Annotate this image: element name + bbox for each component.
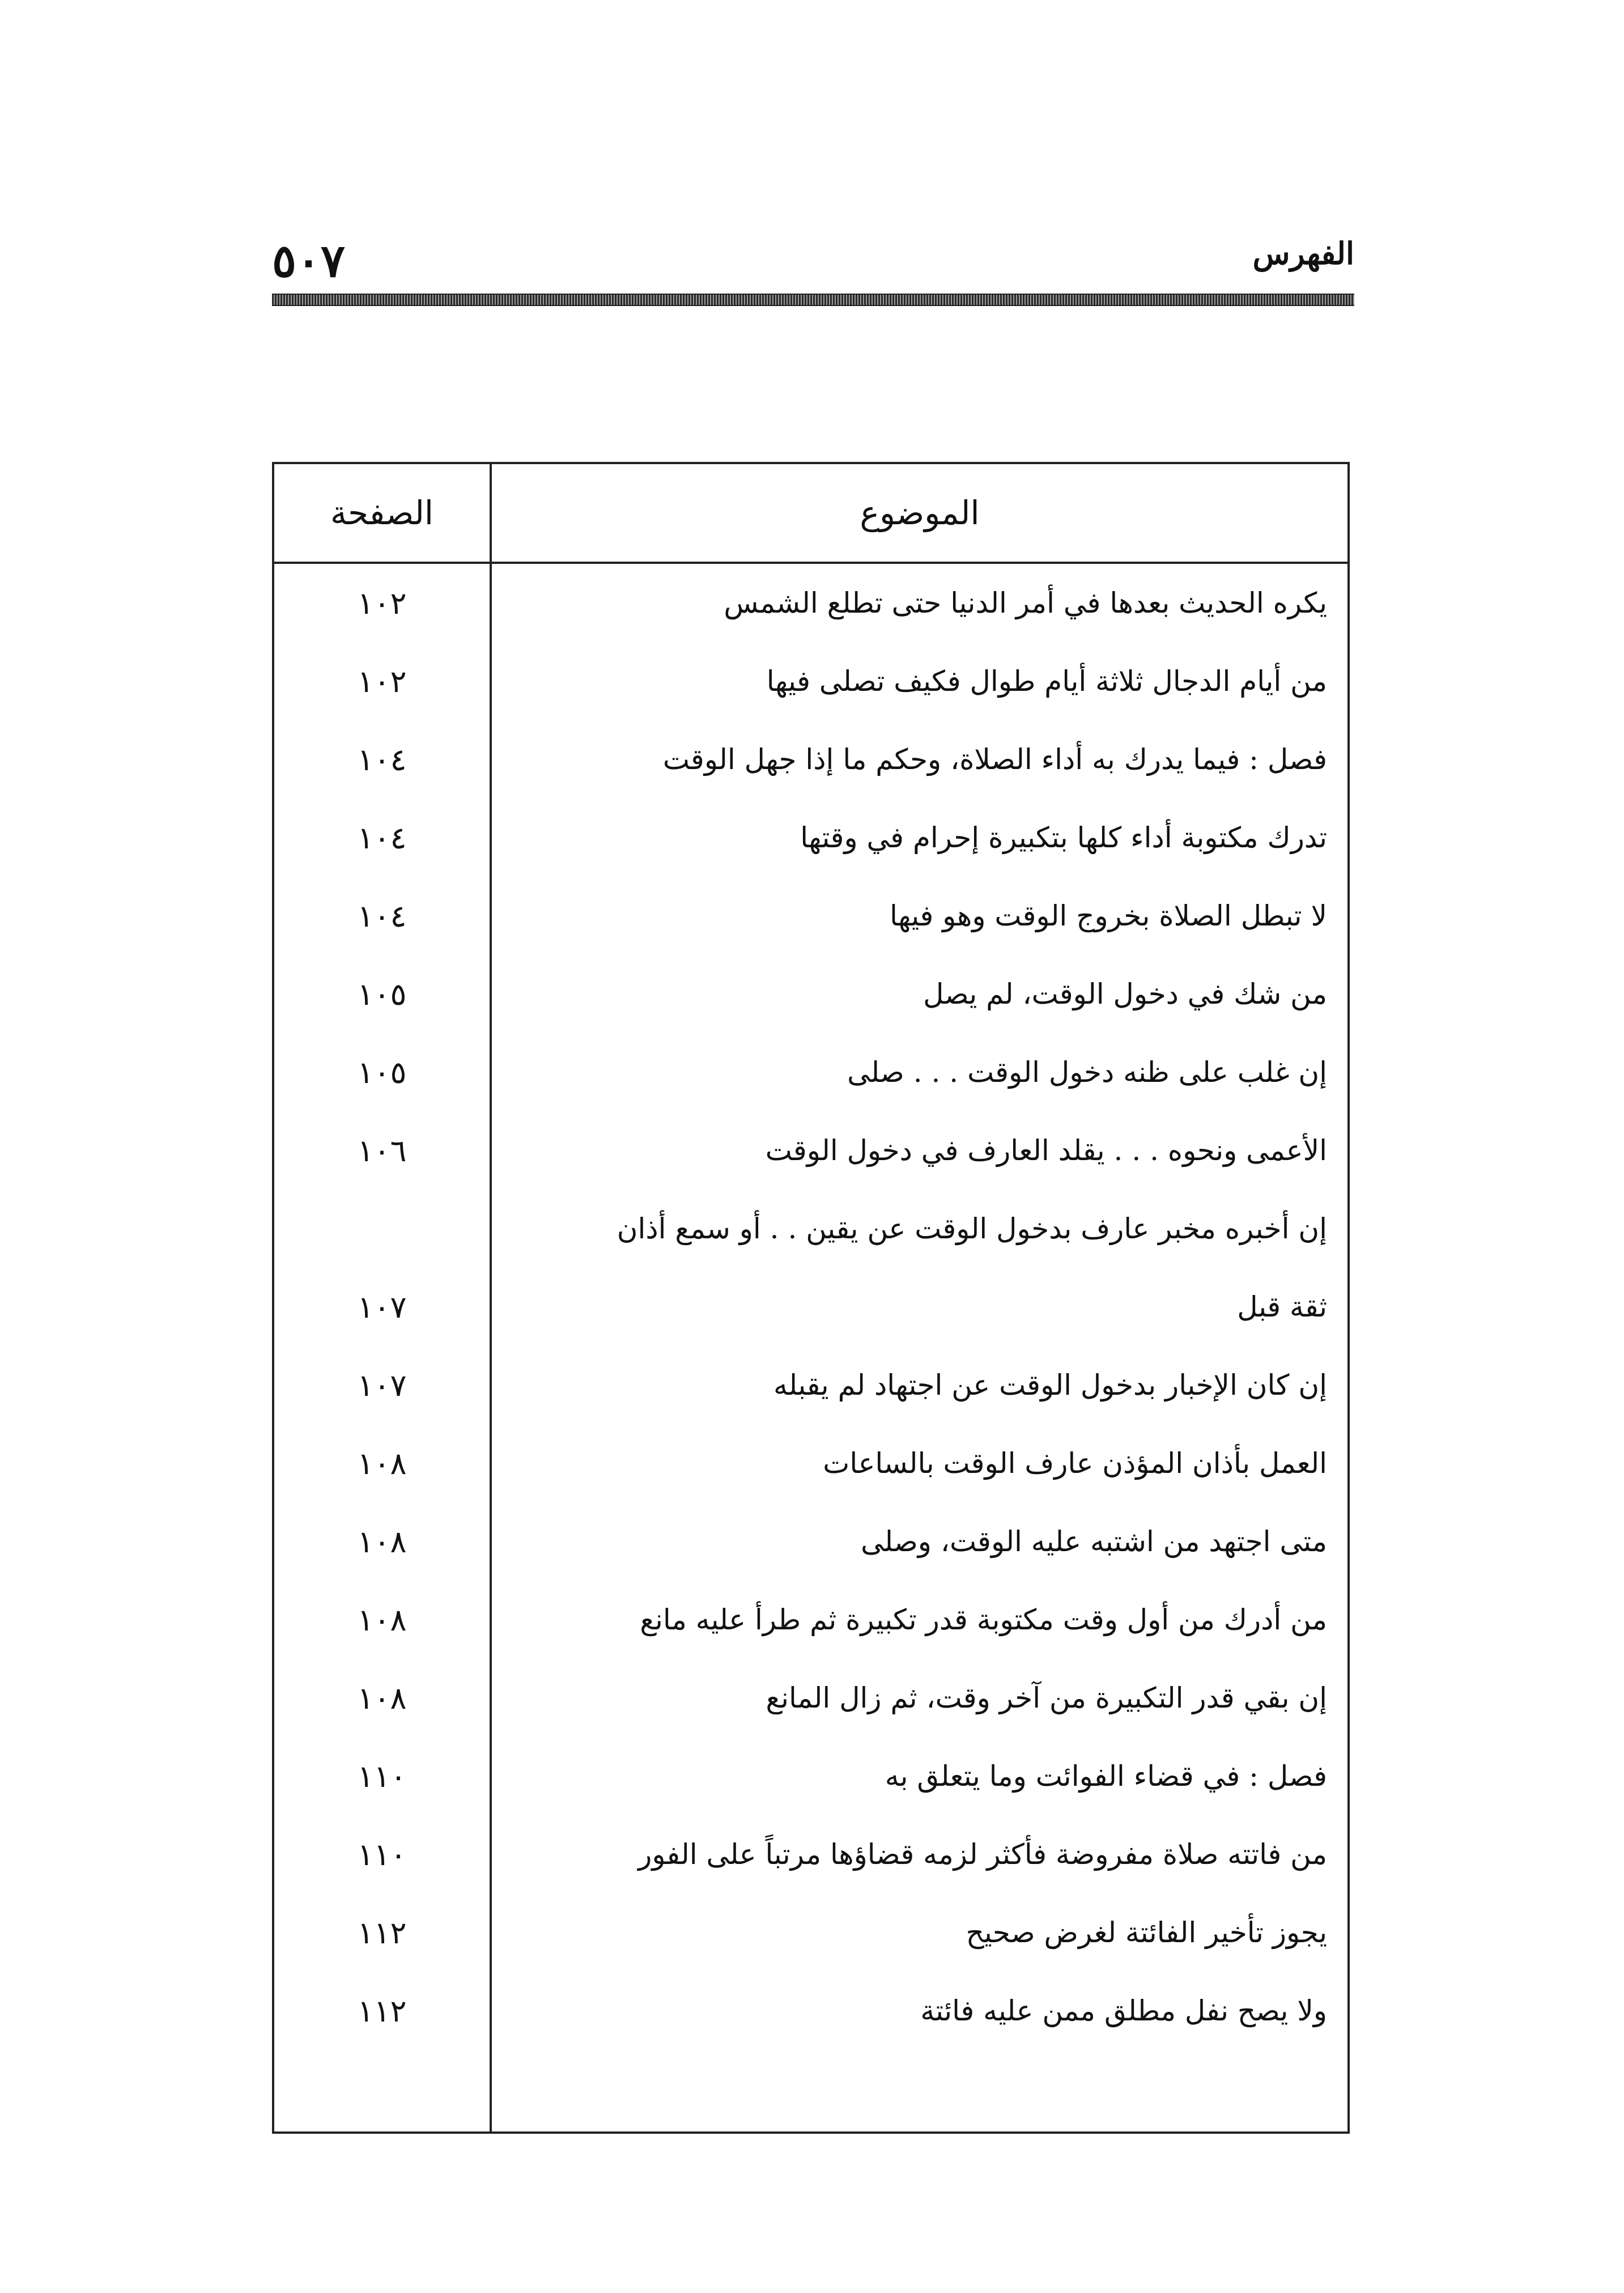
entry-topic bbox=[518, 955, 1327, 1033]
entry-topic bbox=[518, 1893, 1327, 1972]
entry-topic-text: إن كان الإخبار بدخول الوقت عن اجتهاد لم يقبله bbox=[773, 1369, 1327, 1402]
entry-topic bbox=[518, 1268, 1327, 1346]
column-header-topic: الموضوع bbox=[860, 494, 980, 532]
entry-page-number: ١١٢ bbox=[357, 1993, 407, 2029]
entry-page-number: ١٠٨ bbox=[357, 1680, 407, 1716]
entry-topic bbox=[518, 1346, 1327, 1424]
entry-topic-text: ثقة قبل bbox=[1237, 1290, 1327, 1323]
table-row bbox=[274, 642, 1347, 720]
entry-page-number: ١٠٤ bbox=[357, 741, 407, 778]
table-row bbox=[274, 1581, 1347, 1659]
entry-topic bbox=[518, 1424, 1327, 1502]
table-row bbox=[274, 1033, 1347, 1111]
entry-topic-text: إن بقي قدر التكبيرة من آخر وقت، ثم زال المانع bbox=[766, 1681, 1327, 1714]
entry-topic bbox=[518, 720, 1327, 799]
entry-page-number bbox=[274, 1190, 490, 1268]
entry-topic-text: من شك في دخول الوقت، لم يصل bbox=[923, 978, 1327, 1010]
entry-page-number: ١٠٤ bbox=[357, 898, 407, 934]
entry-page-number: ١٠٧ bbox=[357, 1367, 407, 1403]
entry-topic-text: متى اجتهد من اشتبه عليه الوقت، وصلى bbox=[861, 1525, 1327, 1558]
table-header-row bbox=[274, 464, 1347, 564]
table-row bbox=[274, 1424, 1347, 1502]
entry-topic-text: فصل : في قضاء الفوائت وما يتعلق به bbox=[885, 1760, 1327, 1793]
table-row bbox=[274, 877, 1347, 955]
entry-page-number: ١١٠ bbox=[357, 1758, 407, 1794]
table-row bbox=[274, 1502, 1347, 1581]
entry-topic-text: لا تبطل الصلاة بخروج الوقت وهو فيها bbox=[889, 899, 1327, 932]
table-row bbox=[274, 720, 1347, 799]
entry-topic-text: من أيام الدجال ثلاثة أيام طوال فكيف تصلى فيها bbox=[766, 665, 1327, 698]
index-table bbox=[272, 462, 1350, 2134]
entry-page-number: ١٠٧ bbox=[357, 1289, 407, 1325]
entry-topic-text: إن غلب على ظنه دخول الوقت . . . صلى bbox=[847, 1056, 1327, 1089]
entry-topic bbox=[518, 1111, 1327, 1190]
entry-topic bbox=[518, 799, 1327, 877]
entry-page-number: ١٠٢ bbox=[357, 585, 407, 621]
entry-topic bbox=[518, 1815, 1327, 1893]
entry-topic bbox=[518, 1190, 1327, 1268]
entry-topic-text: إن أخبره مخبر عارف بدخول الوقت عن يقين . . أو سمع أذان bbox=[617, 1212, 1327, 1245]
table-row bbox=[274, 1659, 1347, 1737]
entry-topic-text: يجوز تأخير الفائتة لغرض صحيح bbox=[966, 1916, 1327, 1949]
entry-topic-text: ولا يصح نفل مطلق ممن عليه فائتة bbox=[920, 1994, 1327, 2027]
entry-page-number: ١٠٨ bbox=[357, 1602, 407, 1638]
entry-page-number: ١٠٥ bbox=[357, 976, 407, 1012]
entry-topic-text: الأعمى ونحوه . . . يقلد العارف في دخول الوقت bbox=[765, 1134, 1327, 1167]
entry-page-number: ١١٢ bbox=[357, 1914, 407, 1951]
table-row bbox=[274, 1268, 1347, 1346]
table-row bbox=[274, 1893, 1347, 1972]
entry-page-number: ١٠٢ bbox=[357, 663, 407, 699]
entry-topic-text: من أدرك من أول وقت مكتوبة قدر تكبيرة ثم طرأ عليه مانع bbox=[640, 1603, 1327, 1636]
header-rule bbox=[272, 294, 1354, 306]
table-row bbox=[274, 1972, 1347, 2050]
section-title: الفهرس bbox=[1252, 235, 1354, 271]
running-header bbox=[272, 232, 1354, 317]
entry-page-number: ١٠٥ bbox=[357, 1054, 407, 1090]
page-number: ٥٠٧ bbox=[272, 234, 345, 287]
entry-topic bbox=[518, 1972, 1327, 2050]
table-row bbox=[274, 1737, 1347, 1815]
entry-topic-text: يكره الحديث بعدها في أمر الدنيا حتى تطلع الشمس bbox=[724, 587, 1327, 619]
entry-page-number: ١٠٨ bbox=[357, 1523, 407, 1560]
column-header-page: الصفحة bbox=[330, 494, 433, 532]
entry-page-number: ١٠٦ bbox=[357, 1132, 407, 1169]
entry-page-number: ١٠٤ bbox=[357, 819, 407, 856]
entry-topic bbox=[518, 1737, 1327, 1815]
entry-topic bbox=[518, 1033, 1327, 1111]
entry-topic bbox=[518, 1502, 1327, 1581]
table-row bbox=[274, 1346, 1347, 1424]
entry-page-number: ١١٠ bbox=[357, 1836, 407, 1872]
table-row bbox=[274, 955, 1347, 1033]
table-row bbox=[274, 1190, 1347, 1268]
entry-topic-text: تدرك مكتوبة أداء كلها بتكبيرة إحرام في وقتها bbox=[800, 821, 1327, 854]
entry-topic bbox=[518, 642, 1327, 720]
entry-topic-text: فصل : فيما يدرك به أداء الصلاة، وحكم ما إذا جهل الوقت bbox=[662, 743, 1327, 776]
table-row bbox=[274, 1111, 1347, 1190]
table-row bbox=[274, 1815, 1347, 1893]
entry-topic-text: من فاتته صلاة مفروضة فأكثر لزمه قضاؤها مرتباً على الفور bbox=[638, 1838, 1327, 1871]
entry-topic bbox=[518, 1659, 1327, 1737]
entry-topic bbox=[518, 877, 1327, 955]
entry-topic bbox=[518, 564, 1327, 642]
entry-topic-text: العمل بأذان المؤذن عارف الوقت بالساعات bbox=[823, 1447, 1327, 1480]
table-row bbox=[274, 799, 1347, 877]
entry-page-number: ١٠٨ bbox=[357, 1445, 407, 1481]
table-row bbox=[274, 564, 1347, 642]
entry-topic bbox=[518, 1581, 1327, 1659]
